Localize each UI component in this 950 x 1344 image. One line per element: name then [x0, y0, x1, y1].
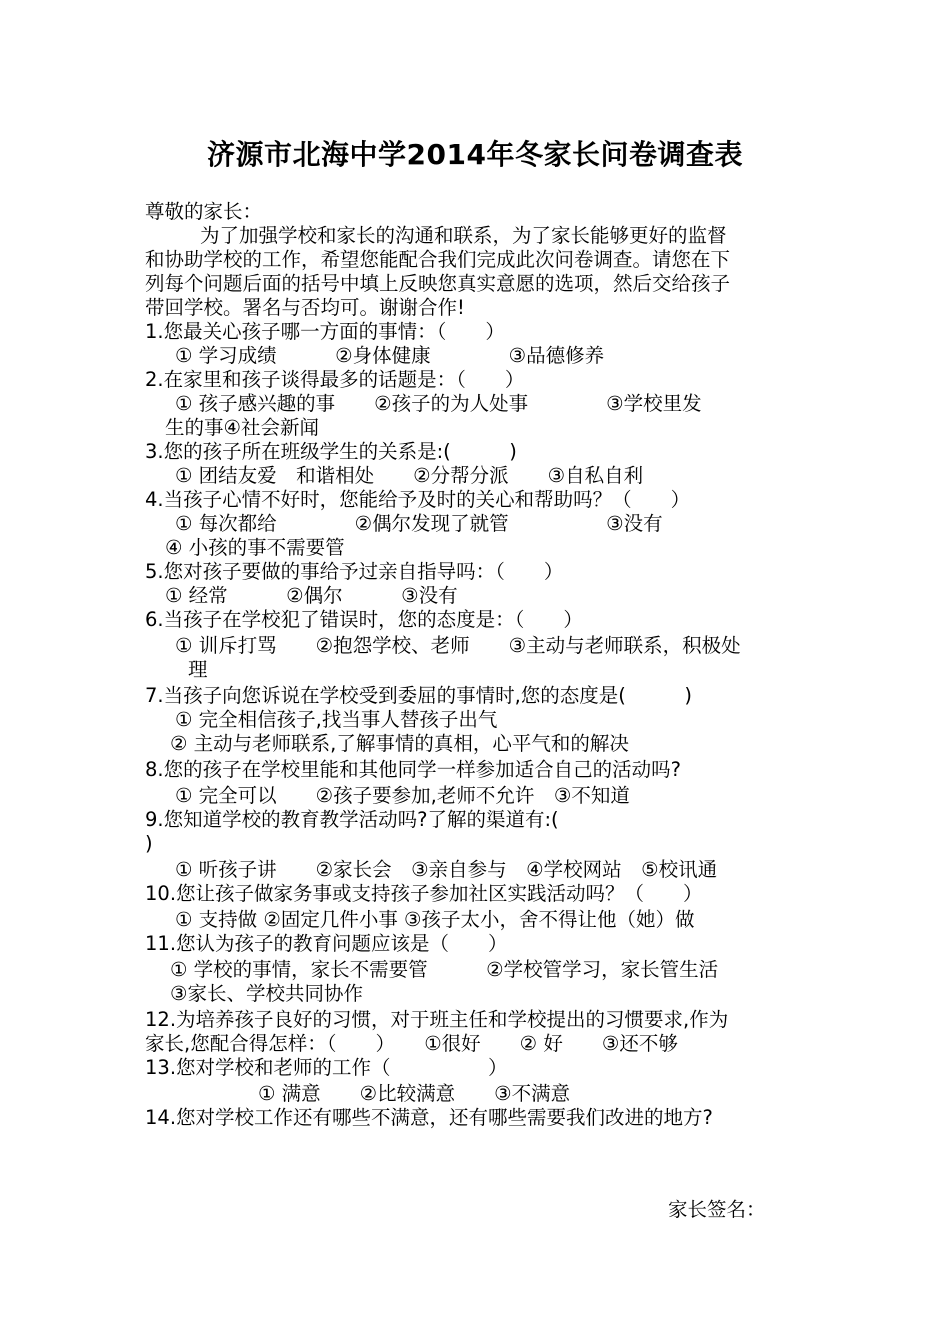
question-6-options: 理	[188, 658, 208, 681]
question-8-options: ① 完全可以 ②孩子要参加,老师不允许 ③不知道	[175, 784, 630, 807]
question-10: 10.您让孩子做家务事或支持孩子参加社区实践活动吗？（ ）	[145, 882, 703, 905]
question-9: )	[145, 832, 153, 855]
question-10-options: ① 支持做 ②固定几件小事 ③孩子太小，舍不得让他（她）做	[175, 908, 695, 931]
question-13: 13.您对学校和老师的工作（ ）	[145, 1056, 508, 1079]
question-9: 9.您知道学校的教育教学活动吗?了解的渠道有:(	[145, 808, 559, 831]
question-7-options: ① 完全相信孩子,找当事人替孩子出气	[175, 708, 498, 731]
greeting: 尊敬的家长：	[145, 200, 263, 223]
intro-line: 列每个问题后面的括号中填上反映您真实意愿的选项，然后交给孩子	[145, 272, 731, 295]
question-7-options: ② 主动与老师联系,了解事情的真相，心平气和的解决	[170, 732, 629, 755]
question-8: 8.您的孩子在学校里能和其他同学一样参加适合自己的活动吗?	[145, 758, 681, 781]
question-2-options: ① 孩子感兴趣的事 ②孩子的为人处事 ③学校里发	[175, 392, 702, 415]
question-12: 家长,您配合得怎样：（ ） ①很好 ② 好 ③还不够	[145, 1032, 678, 1055]
parent-signature-label: 家长签名：	[668, 1198, 766, 1221]
question-11-options: ③家长、学校共同协作	[170, 982, 363, 1005]
question-5: 5.您对孩子要做的事给予过亲自指导吗：（ ）	[145, 560, 564, 583]
intro-line: 为了加强学校和家长的沟通和联系，为了家长能够更好的监督	[200, 224, 727, 247]
question-13-options: ① 满意 ②比较满意 ③不满意	[258, 1082, 571, 1105]
question-2: 2.在家里和孩子谈得最多的话题是：（ ）	[145, 368, 525, 391]
question-4: 4.当孩子心情不好时，您能给予及时的关心和帮助吗？（ ）	[145, 488, 691, 511]
question-3-options: ① 团结友爱 和谐相处 ②分帮分派 ③自私自利	[175, 464, 644, 487]
document-title: 济源市北海中学2014年冬家长问卷调查表	[207, 138, 743, 171]
question-1: 1.您最关心孩子哪一方面的事情：（ ）	[145, 320, 505, 343]
question-1-options: ① 学习成绩 ②身体健康 ③品德修养	[175, 344, 605, 367]
question-6-options: ① 训斥打骂 ②抱怨学校、老师 ③主动与老师联系，积极处	[175, 634, 741, 657]
question-12: 12.为培养孩子良好的习惯，对于班主任和学校提出的习惯要求,作为	[145, 1008, 729, 1031]
question-11: 11.您认为孩子的教育问题应该是（ ）	[145, 932, 508, 955]
question-7: 7.当孩子向您诉说在学校受到委屈的事情时,您的态度是( )	[145, 684, 693, 707]
question-4-options: ① 每次都给 ②偶尔发现了就管 ③没有	[175, 512, 663, 535]
question-6: 6.当孩子在学校犯了错误时，您的态度是：（ ）	[145, 608, 583, 631]
intro-line: 带回学校。署名与否均可。谢谢合作!	[145, 296, 465, 319]
question-14: 14.您对学校工作还有哪些不满意，还有哪些需要我们改进的地方?	[145, 1106, 713, 1129]
intro-line: 和协助学校的工作，希望您能配合我们完成此次问卷调查。请您在下	[145, 248, 731, 271]
question-3: 3.您的孩子所在班级学生的关系是:( )	[145, 440, 517, 463]
question-5-options: ① 经常 ②偶尔 ③没有	[165, 584, 458, 607]
question-9-options: ① 听孩子讲 ②家长会 ③亲自参与 ④学校网站 ⑤校讯通	[175, 858, 718, 881]
question-11-options: ① 学校的事情，家长不需要管 ②学校管学习，家长管生活	[170, 958, 719, 981]
question-4-options: ④ 小孩的事不需要管	[165, 536, 345, 559]
question-2-options: 生的事④社会新闻	[165, 416, 319, 439]
